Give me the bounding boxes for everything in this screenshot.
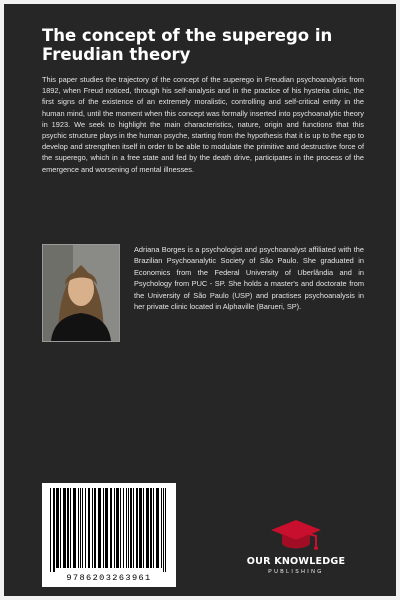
- graduation-cap-icon: [269, 514, 323, 554]
- publisher-name: OUR KNOWLEDGE: [246, 556, 346, 567]
- back-cover: [4, 4, 396, 596]
- author-portrait-icon: [43, 245, 119, 341]
- author-photo: [42, 244, 120, 342]
- barcode: [42, 483, 176, 587]
- isbn-number: 9786203263961: [66, 573, 152, 583]
- author-bio: Adriana Borges is a psychologist and psychoanalyst affiliated with the Brazilian Psychoanalytic Society of São Paulo. She graduated in Economics from the Federal University of Uberlândia and in Psychology from PUC - SP. She holds a master's and doctorate from the University of São Paulo (USP) and practises psychoanalysis in her private clinic located in Alphaville (Barueri, SP).: [134, 245, 364, 312]
- publisher-subtitle: PUBLISHING: [268, 569, 324, 575]
- book-abstract: This paper studies the trajectory of the concept of the superego in Freudian psychoanalysis from 1892, when Freud noticed, through his self-analysis and in the practice of his hysteria clinic, the first signs of the existence of an extremely moralistic, controlling and self-critical entity in the human mind, until the moment when this concept was formally inserted into psychoanalytic theory in 1923. We seek to highlight the main characteristics, nature, origin and functions that this psychic structure plays in the human psyche, starting from the hypothesis that it is up to the ego to develop and strengthen itself in order to be able to modulate the primitive and destructive force of the superego, which in a free state and fed by the death drive, participates in the process of the emergence and worsening of mental illnesses.: [42, 75, 364, 174]
- book-title: The concept of the superego in Freudian theory: [42, 26, 333, 64]
- publisher-logo: [236, 514, 356, 575]
- barcode-bars: [48, 488, 170, 572]
